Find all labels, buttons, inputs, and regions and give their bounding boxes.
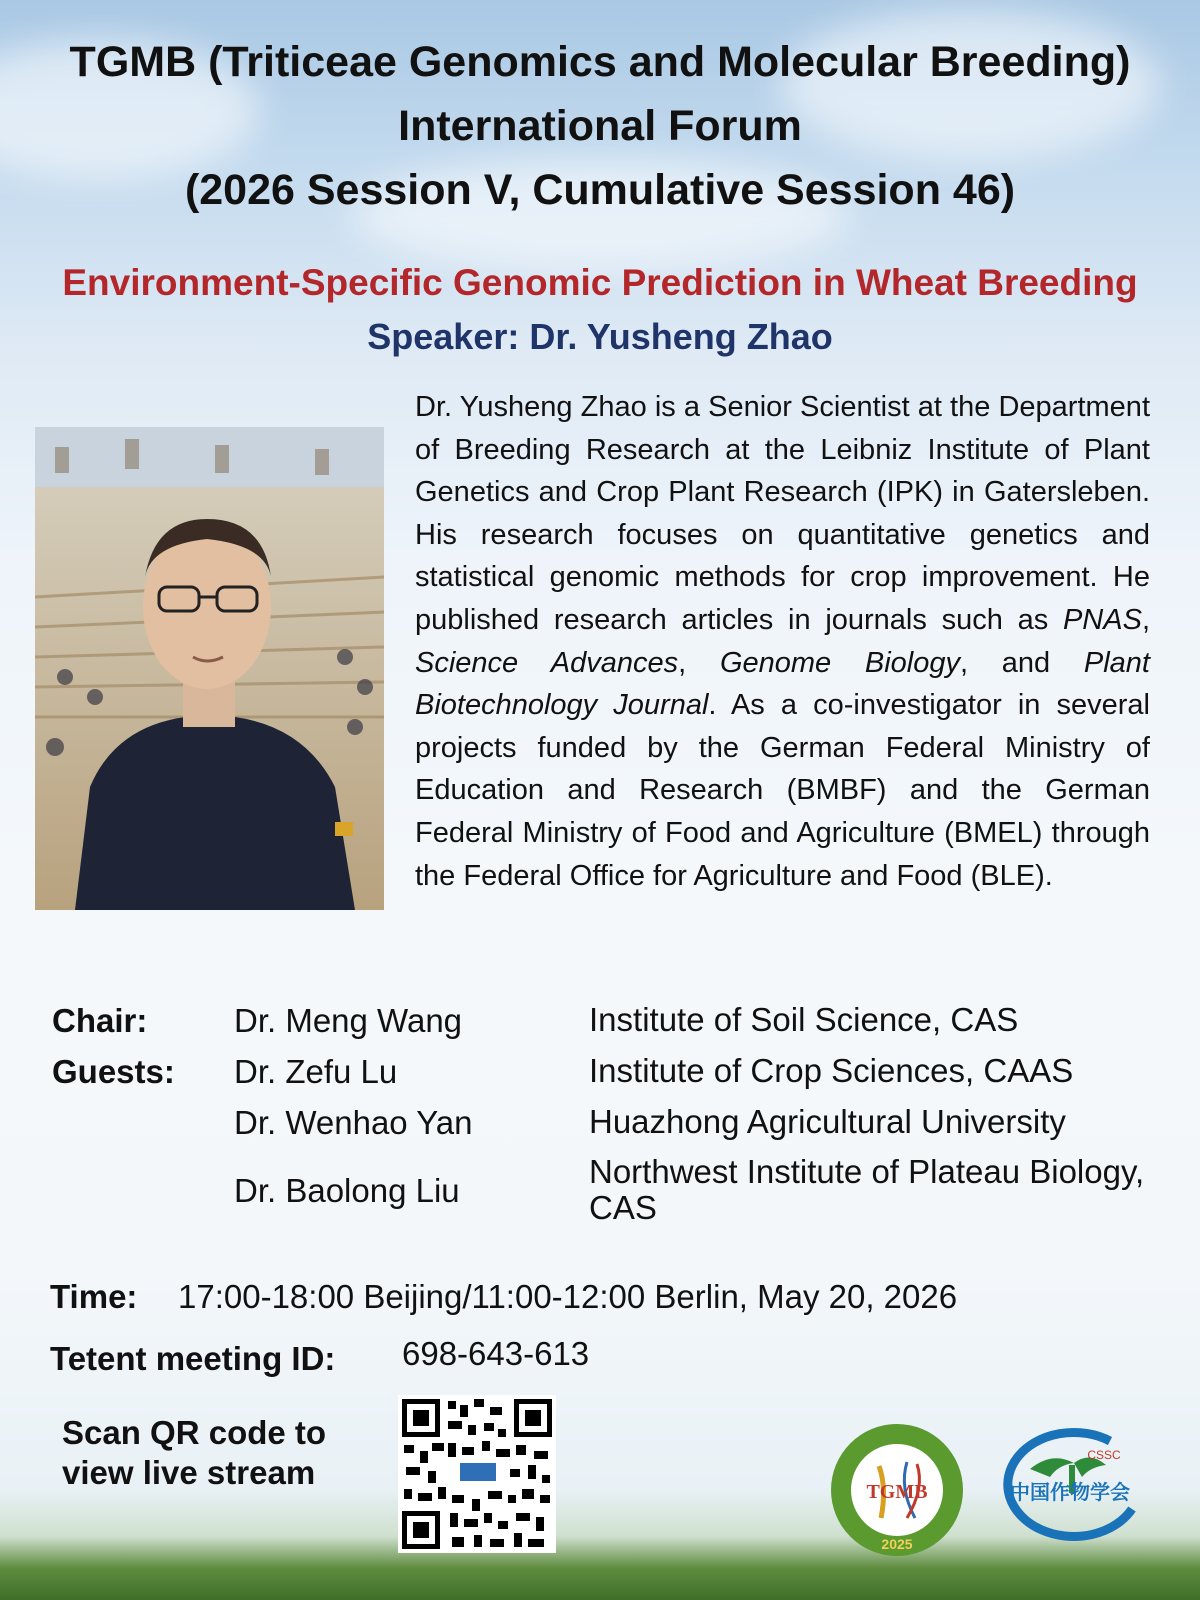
bio-journal-plant-biotech: Plant Biotechnology Journal — [415, 646, 1150, 722]
forum-title — [0, 30, 1200, 222]
scan-line1: Scan QR code to — [62, 1414, 327, 1451]
bio-journal-genome-biology: Genome Biology — [719, 646, 961, 679]
speaker-photo-illustration — [35, 427, 384, 910]
bio-sep3: , and — [960, 646, 1084, 679]
guests-label: Guests: — [52, 1053, 175, 1090]
guest-name: Dr. Baolong Liu — [234, 1172, 460, 1209]
guest-institution: Huazhong Agricultural University — [589, 1103, 1066, 1140]
time-value: 17:00-18:00 Beijing/11:00-12:00 Berlin, May 20, 2026 — [178, 1278, 958, 1315]
speaker-name: Speaker: Dr. Yusheng Zhao — [367, 316, 833, 357]
bio-text-part2: . As a co-investigator in several projects funded by the German Federal Ministry of Education and Research (BMBF) and the German Federal Ministry of Food and Agriculture (BMEL) through the Federal Office for Agriculture and Food (BLE). — [415, 689, 1150, 892]
speaker-bio — [415, 386, 1150, 897]
time-label: Time: — [50, 1278, 138, 1315]
forum-title-line2: International Forum — [398, 102, 802, 150]
bio-sep1: , — [1141, 603, 1150, 636]
guest-name: Dr. Wenhao Yan — [234, 1104, 473, 1141]
guest-name: Dr. Zefu Lu — [234, 1053, 398, 1090]
tgmb-logo — [829, 1422, 965, 1558]
cssc-logo — [990, 1423, 1150, 1541]
bio-text-part1: Dr. Yusheng Zhao is a Senior Scientist at the Department of Breeding Research at the Leibniz Institute of Plant Genetics and Crop Plant Research (IPK) in Gatersleben. His research focuses on quantitative genetics and statistical genomic methods for crop improvement. He published research articles in journals such as — [415, 391, 1150, 636]
talk-title: Environment-Specific Genomic Prediction in Wheat Breeding — [62, 262, 1138, 303]
speaker-photo — [35, 427, 384, 910]
chair-label: Chair: — [52, 1002, 148, 1039]
forum-title-line3: (2026 Session V, Cumulative Session 46) — [184, 166, 1016, 214]
guest-institution: Institute of Crop Sciences, CAAS — [589, 1052, 1074, 1089]
chair-name: Dr. Meng Wang — [234, 1002, 463, 1039]
bio-journal-pnas: PNAS — [1062, 603, 1142, 636]
scan-instruction — [62, 1413, 326, 1493]
tgmb-logo-year: 2025 — [881, 1536, 913, 1552]
scan-line2: view live stream — [62, 1454, 316, 1491]
chair-institution: Institute of Soil Science, CAS — [589, 1001, 1019, 1038]
tgmb-logo-text: TGMB — [866, 1481, 928, 1503]
bio-journal-science-advances: Science Advances — [415, 646, 679, 679]
qr-code[interactable] — [398, 1395, 556, 1553]
cssc-logo-name: 中国作物学会 — [1010, 1480, 1130, 1504]
cssc-logo-acronym: CSSC — [1087, 1448, 1121, 1462]
guest-institution: Northwest Institute of Plateau Biology, CAS — [589, 1153, 1145, 1226]
tgmb-logo-graphic — [829, 1422, 965, 1558]
meeting-id-value: 698-643-613 — [402, 1335, 590, 1372]
qr-code-pattern — [398, 1395, 556, 1553]
cssc-logo-graphic — [990, 1423, 1150, 1541]
meeting-id-label: Tetent meeting ID: — [50, 1340, 336, 1377]
forum-title-line1: TGMB (Triticeae Genomics and Molecular Breeding) — [69, 38, 1131, 86]
bio-sep2: , — [678, 646, 720, 679]
